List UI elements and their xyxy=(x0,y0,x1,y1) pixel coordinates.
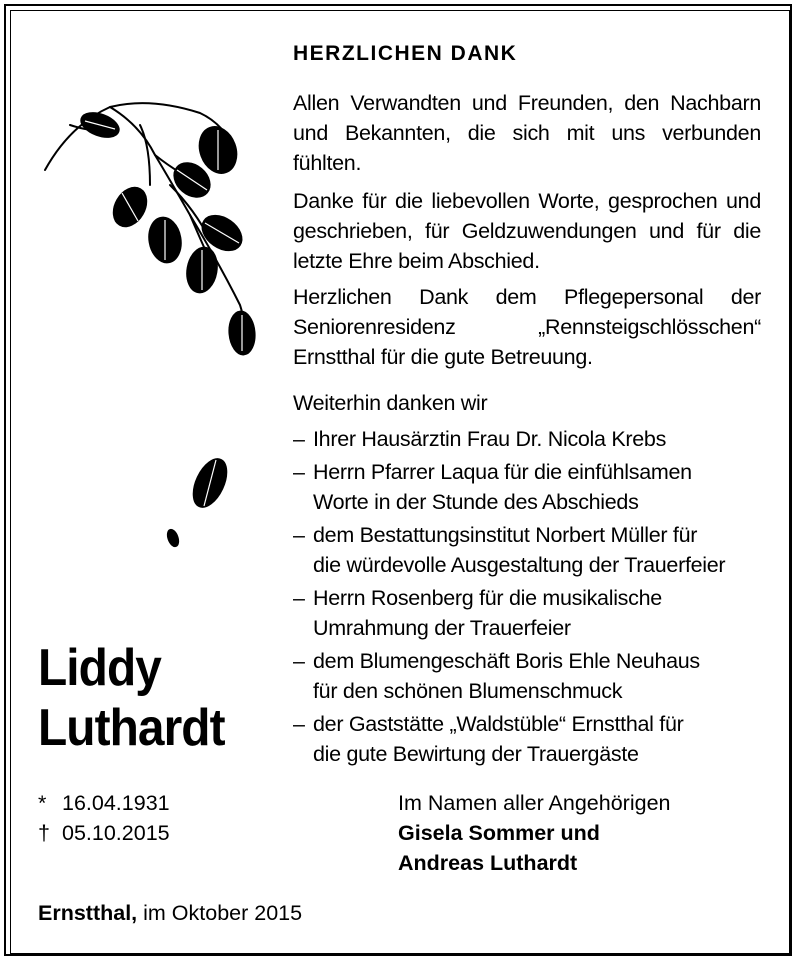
signature-block xyxy=(398,788,671,878)
dash-bullet: – xyxy=(293,649,305,673)
list-item: – Ihrer Hausärztin Frau Dr. Nicola Krebs xyxy=(293,424,773,454)
birch-branch-icon xyxy=(30,85,270,565)
birth-row xyxy=(38,788,170,818)
town: Ernstthal, xyxy=(38,901,138,925)
deceased-name xyxy=(38,638,225,758)
signature-name-1: Gisela Sommer und xyxy=(398,821,600,845)
death-row xyxy=(38,818,170,848)
paragraph-care-staff: Herzlichen Dank dem Pflegepersonal der Seniorenresidenz „Rennsteigschlösschen“ Ernstthal für die gute Betreuung. xyxy=(293,285,761,369)
list-item: – der Gaststätte „Waldstüble“ Ernstthal für die gute Bewirtung der Trauergäste xyxy=(293,709,773,769)
last-name: Luthardt xyxy=(38,699,225,757)
thanks-list xyxy=(293,424,773,772)
death-symbol: † xyxy=(38,821,50,845)
place-date xyxy=(38,898,302,928)
dash-bullet: – xyxy=(293,427,305,451)
list-item: – dem Bestattungsinstitut Norbert Müller für die würdevolle Ausgestaltung der Trauerfeier xyxy=(293,520,773,580)
thanks-intro: Weiterhin danken wir xyxy=(293,391,488,415)
dash-bullet: – xyxy=(293,712,305,736)
list-item: – dem Blumengeschäft Boris Ehle Neuhaus für den schönen Blumenschmuck xyxy=(293,646,773,706)
signature-name-2: Andreas Luthardt xyxy=(398,851,578,875)
death-date: 05.10.2015 xyxy=(62,821,170,845)
page-title: HERZLICHEN DANK xyxy=(293,42,518,65)
first-name: Liddy xyxy=(38,639,161,697)
dash-bullet: – xyxy=(293,586,305,610)
dash-bullet: – xyxy=(293,523,305,547)
birth-date: 16.04.1931 xyxy=(62,791,170,815)
paragraph-kind-words: Danke für die liebevollen Worte, gesprochen und geschrieben, für Geldzuwendungen und für die letzte Ehre beim Abschied. xyxy=(293,189,761,273)
paragraph-relatives: Allen Verwandten und Freunden, den Nachbarn und Bekannten, die sich mit uns verbunden fühlten. xyxy=(293,91,761,175)
list-item: – Herrn Rosenberg für die musikalische Umrahmung der Trauerfeier xyxy=(293,583,773,643)
signature-intro: Im Namen aller Angehörigen xyxy=(398,791,671,815)
date-line: im Oktober 2015 xyxy=(143,901,303,925)
birth-symbol: * xyxy=(38,791,47,815)
dash-bullet: – xyxy=(293,460,305,484)
life-dates xyxy=(38,788,170,848)
list-item: – Herrn Pfarrer Laqua für die einfühlsamen Worte in der Stunde des Abschieds xyxy=(293,457,773,517)
